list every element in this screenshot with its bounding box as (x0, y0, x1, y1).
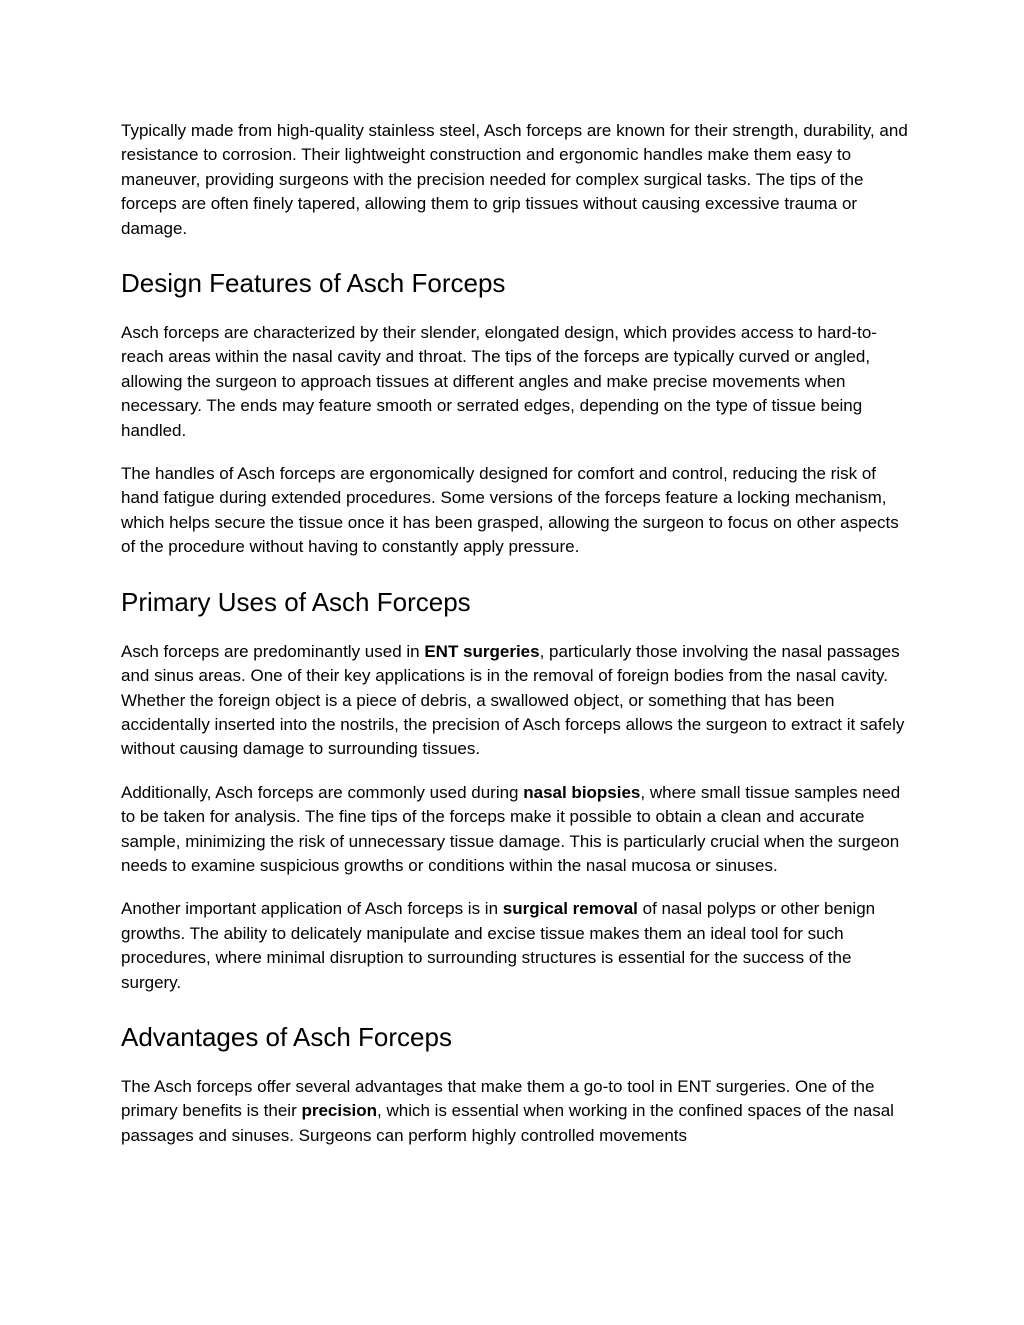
advantages-paragraph-1 (121, 1075, 911, 1148)
intro-paragraph: Typically made from high-quality stainless steel, Asch forceps are known for their strength, durability, and resistance to corrosion. Their lightweight construction and ergonomic handles make them easy to maneuver, providing surgeons with the precision needed for complex surgical tasks. The tips of the forceps are often finely tapered, allowing them to grip tissues without causing excessive trauma or damage. (121, 121, 908, 238)
design-features-heading: Design Features of Asch Forceps (121, 268, 506, 299)
advantages-heading: Advantages of Asch Forceps (121, 1021, 452, 1052)
uses-paragraph-1 (121, 640, 911, 762)
uses-p3-text-end: of nasal polyps or other benign growths. The ability to delicately manipulate and excise tissue makes them an ideal tool for such procedures, where minimal disruption to surrounding structures is essential for the success of the surgery. (121, 899, 876, 992)
surgical-removal-bold: surgical removal (502, 899, 638, 919)
advantages-p1-text-end: , which is essential when working in the confined spaces of the nasal passages and sinuses. Surgeons can perform highly controlled movements (121, 1101, 894, 1145)
precision-bold: precision (301, 1101, 378, 1121)
uses-paragraph-2 (121, 781, 911, 879)
uses-p3-text-start: Another important application of Asch forceps is in (121, 899, 503, 919)
primary-uses-heading: Primary Uses of Asch Forceps (121, 586, 471, 617)
advantages-p1-text-start: The Asch forceps offer several advantages that make them a go-to tool in ENT surgeries. One of the primary benefits is their (121, 1076, 875, 1121)
uses-p1-text-end: , particularly those involving the nasal passages and sinus areas. One of their key applications is in the removal of foreign bodies from the nasal cavity. Whether the foreign object is a piece of debris, a swallowed object, or something that has been accidentally inserted into the nostrils, the precision of Asch forceps allows the surgeon to extract it safely without causing damage to surrounding tissues. (121, 641, 905, 759)
nasal-biopsies-bold: nasal biopsies (523, 782, 641, 802)
uses-p2-text-end: , where small tissue samples need to be taken for analysis. The fine tips of the forceps make it possible to obtain a clean and accurate sample, minimizing the risk of unnecessary tissue damage. This is particularly crucial when the surgeon needs to examine suspicious growths or conditions within the nasal mucosa or sinuses. (121, 782, 901, 875)
design-paragraph-2: The handles of Asch forceps are ergonomically designed for comfort and control, reducing the risk of hand fatigue during extended procedures. Some versions of the forceps feature a locking mechanism, which helps secure the tissue once it has been grasped, allowing the surgeon to focus on other aspects of the procedure without having to constantly apply pressure. (121, 464, 899, 557)
uses-p1-text-start: Asch forceps are predominantly used in (121, 641, 425, 661)
uses-p2-text-start: Additionally, Asch forceps are commonly used during (121, 782, 524, 802)
design-paragraph-1: Asch forceps are characterized by their slender, elongated design, which provides access to hard-to-reach areas within the nasal cavity and throat. The tips of the forceps are typically curved or angled, allowing the surgeon to approach tissues at different angles and make precise movements when necessary. The ends may feature smooth or serrated edges, depending on the type of tissue being handled. (121, 323, 877, 440)
ent-surgeries-bold: ENT surgeries (424, 641, 540, 661)
document-page (121, 119, 911, 1148)
uses-paragraph-3 (121, 897, 911, 995)
